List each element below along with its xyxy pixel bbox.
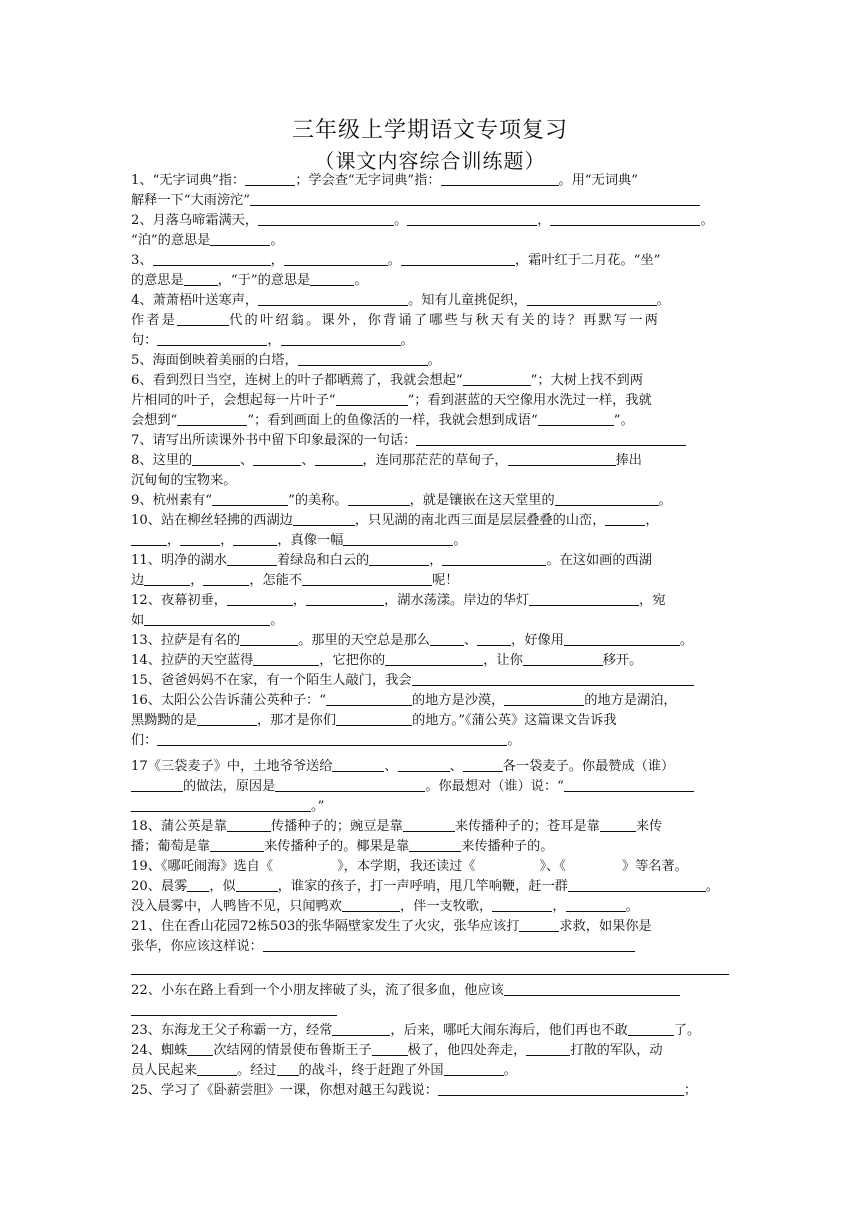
question-18-cont (131, 839, 731, 855)
q21-text-c: 张华，你应该这样说： (131, 939, 263, 954)
q3-text-a: 3、 (131, 253, 153, 268)
blank[interactable] (566, 899, 626, 912)
blank[interactable] (336, 713, 412, 726)
q22-text-a: 22、小东在路上看到一个小朋友摔破了头，流了很多血，他应该 (131, 983, 504, 998)
q6-text-e: 会想到“ (131, 413, 178, 428)
q3-text-b: ， (270, 253, 284, 268)
blank[interactable] (315, 453, 363, 466)
q10-text-c: ， (645, 513, 659, 528)
blank[interactable] (157, 733, 507, 746)
blank[interactable] (385, 653, 483, 666)
blank[interactable] (332, 1023, 390, 1036)
q17-text-g: 。” (311, 799, 325, 814)
blank[interactable] (430, 633, 464, 646)
q25-text-b: ； (683, 1083, 698, 1098)
blank[interactable] (298, 353, 428, 366)
q19-text-d: 》等名著。 (621, 859, 688, 874)
q3-text-c: 。 (387, 253, 401, 268)
q1-text-b: ；学会查“无字词典”指： (295, 173, 441, 188)
blank[interactable] (568, 879, 706, 892)
question-12 (131, 593, 731, 609)
blank[interactable] (275, 779, 425, 792)
q12-text-a: 12、夜幕初垂， (131, 593, 227, 608)
question-16 (131, 693, 731, 709)
blank[interactable] (153, 253, 271, 266)
blank[interactable] (628, 1023, 674, 1036)
q2-text-f: 。 (270, 233, 284, 248)
question-21-cont (131, 939, 731, 955)
blank[interactable] (302, 573, 432, 586)
blank[interactable] (212, 493, 288, 506)
blank[interactable] (277, 1063, 299, 1076)
question-21 (131, 919, 731, 935)
q5-text-a: 5、海面倒映着美丽的白塔， (131, 353, 298, 368)
blank[interactable] (372, 1043, 408, 1056)
question-16-cont (131, 713, 731, 729)
q11-text-a: 11、明净的湖水 (131, 553, 227, 568)
question-13 (131, 633, 731, 649)
blank[interactable] (236, 879, 278, 892)
blank[interactable] (144, 613, 270, 626)
q16-text-c: 的地方是湖泊， (584, 693, 677, 708)
q18-text-f: 来传播种子的。椰果是靠 (264, 839, 410, 854)
q2-text-d: 。 (700, 213, 714, 228)
q3-text-e: 的意思是 (131, 273, 184, 288)
blank[interactable] (227, 819, 271, 832)
question-17-cont (131, 779, 731, 795)
page-subtitle: （课文内容综合训练题） (314, 149, 546, 173)
blank[interactable] (550, 213, 700, 226)
blank[interactable] (538, 413, 614, 426)
q18-text-d: 来传 (635, 819, 663, 834)
question-20-cont (131, 899, 731, 915)
q4-text-c: 。 (656, 293, 670, 308)
blank[interactable] (504, 983, 680, 996)
blank[interactable] (180, 533, 220, 546)
blank[interactable] (284, 253, 388, 266)
q20-text-d: 。 (705, 879, 720, 894)
q4-text-h: 。 (400, 333, 414, 348)
q7-text-a: 7、请写出所读课外书中留下印象最深的一句话： (131, 433, 417, 448)
q19-text-c: 》、《 (539, 859, 566, 874)
q12-text-d: ，宛 (639, 593, 666, 608)
q6-text-b: ”；大树上找不到两 (530, 373, 643, 388)
blank[interactable] (197, 713, 257, 726)
blank[interactable] (250, 193, 700, 206)
q12-text-e: 如 (131, 613, 145, 628)
q20-text-c: ，谁家的孩子，打一声呼哨，甩几竿响鞭，赶一群 (277, 879, 568, 894)
q4-text-g: ， (267, 333, 281, 348)
q8-text-f: 沉甸甸的宝物来。 (131, 473, 237, 488)
question-11 (131, 553, 731, 569)
blank[interactable] (416, 433, 686, 446)
blank[interactable] (131, 533, 167, 546)
q12-text-c: ，湖水荡漾。岸边的华灯 (384, 593, 530, 608)
q13-text-a: 13、拉萨是有名的 (131, 633, 241, 648)
blank[interactable] (187, 1043, 213, 1056)
question-10-cont (131, 533, 731, 549)
question-3-cont (131, 273, 731, 289)
q20-text-f: ，伴一支牧歌， (400, 899, 493, 914)
blank[interactable] (131, 799, 311, 812)
blank[interactable] (227, 553, 277, 566)
q8-text-e: 捧出 (615, 453, 642, 468)
q14-text-c: ，让你 (483, 653, 523, 668)
q16-text-b: 的地方是沙漠， (411, 693, 505, 708)
q11-text-e: 边 (131, 573, 145, 588)
blank[interactable] (157, 333, 267, 346)
blank[interactable] (184, 273, 218, 286)
q17-text-f: 。你最想对（谁）说：“ (425, 779, 564, 794)
blank[interactable] (442, 553, 546, 566)
q9-text-b: ”的美称。 (288, 493, 348, 508)
q2-text-a: 2、月落乌啼霜满天， (131, 213, 259, 228)
question-2 (131, 213, 731, 229)
blank[interactable] (401, 253, 515, 266)
q12-text-b: ， (292, 593, 307, 608)
q10-text-e: ， (220, 533, 234, 548)
q13-text-e: 。 (679, 633, 694, 648)
q24-text-e: 员人民起来 (131, 1063, 197, 1078)
question-11-cont (131, 573, 731, 589)
q16-text-d: 黑黝黝的是 (131, 713, 197, 728)
blank[interactable] (526, 1043, 570, 1056)
question-18 (131, 819, 731, 835)
q11-text-c: ， (429, 553, 443, 568)
q10-text-a: 10、站在柳丝轻拂的西湖边 (131, 513, 293, 528)
q17-text-c: 、 (449, 759, 463, 774)
blank[interactable] (197, 1063, 237, 1076)
q10-text-f: ，真像一幅 (277, 533, 344, 548)
blank[interactable] (144, 573, 190, 586)
q20-text-h: 。 (625, 899, 639, 914)
blank[interactable] (258, 213, 394, 226)
question-6-cont2 (131, 413, 731, 429)
q6-text-a: 6、看到烈日当空，连树上的叶子都晒蔫了，我就会想起“ (131, 373, 463, 388)
q17-text-e: 的做法，原因是 (183, 779, 276, 794)
q15-text-a: 15、爸爸妈妈不在家，有一个陌生人敲门，我会 (131, 673, 412, 688)
q11-text-d: 。在这如画的西湖 (546, 553, 652, 568)
blank[interactable] (527, 293, 657, 306)
q6-text-f: ”；看到画面上的鱼像活的一样，我就会想到成语“ (247, 413, 538, 428)
q1-text-c: 。用“无词典” (558, 173, 638, 188)
question-6 (131, 373, 731, 389)
q23-text-b: ，后来，哪吒大闹东海后，他们再也不敢 (390, 1023, 628, 1038)
blank[interactable] (369, 553, 429, 566)
q2-text-e: “泊”的意思是 (131, 233, 211, 248)
blank[interactable] (240, 633, 298, 646)
blank[interactable] (564, 779, 694, 792)
q2-text-c: ， (537, 213, 551, 228)
blank[interactable] (306, 593, 384, 606)
blank[interactable] (203, 573, 249, 586)
q23-text-a: 23、东海龙王父子称霸一方，经常 (131, 1023, 333, 1038)
q16-text-e: ，那才是你们 (256, 713, 337, 728)
question-2-cont (131, 233, 731, 249)
blank[interactable] (477, 633, 511, 646)
q14-text-d: 移开。 (602, 653, 643, 668)
q14-text-a: 14、拉萨的天空蓝得 (131, 653, 254, 668)
blank[interactable] (523, 653, 603, 666)
q12-text-f: 。 (270, 613, 284, 628)
q1-text-d: 解释一下“大雨滂沱” (131, 193, 250, 208)
question-7 (131, 433, 731, 449)
question-10 (131, 513, 731, 529)
q18-text-g: 来传播种子的。 (461, 839, 554, 854)
q9-text-d: 。 (658, 493, 672, 508)
q25-text-a: 25、学习了《卧薪尝胆》一课，你想对越王勾践说： (131, 1083, 438, 1098)
blank[interactable] (210, 839, 264, 852)
question-4-cont2 (131, 333, 731, 349)
blank[interactable] (492, 899, 552, 912)
blank[interactable] (293, 513, 355, 526)
blank[interactable] (253, 453, 301, 466)
question-4-cont (131, 313, 731, 329)
question-20 (131, 879, 731, 895)
question-1 (131, 173, 731, 189)
blank[interactable] (192, 453, 240, 466)
q21-text-b: 求救，如果你是 (559, 919, 652, 934)
q3-text-g: 。 (354, 273, 368, 288)
q20-text-a: 20、晨雾 (131, 879, 188, 894)
q16-text-a: 16、太阳公公告诉蒲公英种子：“ (131, 693, 326, 708)
question-1-cont (131, 193, 731, 209)
question-24-cont (131, 1063, 731, 1079)
question-25 (131, 1083, 731, 1099)
blank[interactable] (412, 673, 694, 686)
q8-text-a: 8、这里的 (131, 453, 193, 468)
blank[interactable] (281, 333, 401, 346)
q24-text-a: 24、蜘蛛 (131, 1043, 188, 1058)
q24-text-h: 。 (503, 1063, 517, 1078)
q10-text-d: ， (167, 533, 181, 548)
q9-text-c: ，就是镶嵌在这天堂里的 (409, 493, 555, 508)
q2-text-b: 。 (394, 213, 408, 228)
blank-line[interactable] (131, 973, 729, 975)
q18-text-a: 18、蒲公英是靠 (131, 819, 227, 834)
blank[interactable] (342, 899, 400, 912)
blank[interactable] (336, 393, 408, 406)
blank[interactable] (564, 633, 680, 646)
q11-text-f: ， (190, 573, 204, 588)
q17-text-d: 各一袋麦子。你最赞成（谁） (502, 759, 675, 774)
blank[interactable] (310, 273, 354, 286)
blank[interactable] (245, 173, 295, 186)
blank[interactable] (348, 493, 410, 506)
q8-text-b: 、 (240, 453, 254, 468)
q18-text-e: 播；葡萄是靠 (131, 839, 211, 854)
q24-text-d: 打散的军队，动 (570, 1043, 663, 1058)
blank[interactable] (519, 919, 559, 932)
q19-text-a: 19、《哪吒闹海》选自《 (131, 859, 274, 874)
q8-text-c: 、 (301, 453, 315, 468)
q8-text-d: ，连同那茫茫的草甸子， (362, 453, 508, 468)
q3-text-f: ，“于”的意思是 (217, 273, 311, 288)
question-12-cont (131, 613, 731, 629)
blank[interactable] (253, 653, 319, 666)
blank[interactable] (177, 313, 229, 326)
blank[interactable] (131, 779, 183, 792)
q13-text-c: 、 (463, 633, 478, 648)
blank[interactable] (258, 293, 408, 306)
blank[interactable] (444, 1063, 504, 1076)
question-5 (131, 353, 731, 369)
blank[interactable] (600, 819, 636, 832)
q23-text-c: 了。 (673, 1023, 701, 1038)
q4-text-e: 代的叶绍翁。课外，你背诵了哪些与秋天有关的诗？再默写一两 (229, 313, 661, 328)
question-23 (131, 1023, 731, 1039)
q18-text-b: 传播种子的；豌豆是靠 (270, 819, 403, 834)
blank[interactable] (508, 453, 616, 466)
q11-text-g: ，怎能不 (249, 573, 303, 588)
page-title: 三年级上学期语文专项复习 (291, 118, 568, 143)
q13-text-d: ，好像用 (511, 633, 564, 648)
blank[interactable] (463, 759, 503, 772)
q24-text-c: 极了，他四处奔走， (407, 1043, 527, 1058)
blank[interactable] (504, 693, 584, 706)
question-24 (131, 1043, 731, 1059)
q4-text-d: 作者是 (131, 313, 178, 328)
q10-text-g: 。 (453, 533, 467, 548)
q24-text-g: 的战斗，终于赶跑了外国 (298, 1063, 444, 1078)
q9-text-a: 9、杭州素有“ (131, 493, 213, 508)
q1-text-a: 1、“无字词典”指： (131, 173, 246, 188)
question-16-cont2 (131, 733, 731, 749)
q17-text-b: 、 (384, 759, 398, 774)
blank[interactable] (343, 533, 453, 546)
q16-text-f: 的地方。”《蒲公英》这篇课文告诉我 (412, 713, 617, 728)
q11-text-b: 着绿岛和白云的 (276, 553, 370, 568)
question-17-cont2 (131, 799, 731, 815)
q18-text-c: 来传播种子的；苍耳是靠 (454, 819, 600, 834)
question-8-cont (131, 473, 731, 489)
q17-text-a: 17《三袋麦子》中，土地爷爷送给 (131, 759, 333, 774)
q14-text-b: ，它把你的 (319, 653, 386, 668)
blank[interactable] (529, 593, 639, 606)
blank[interactable] (227, 593, 293, 606)
q24-text-f: 。经过 (236, 1063, 277, 1078)
q10-text-b: ，只见湖的南北西三面是层层叠叠的山峦， (354, 513, 606, 528)
question-17 (131, 759, 731, 775)
q13-text-b: 。那里的天空总是那么 (298, 633, 430, 648)
q19-text-b: 》，本学期，我还读过《 (337, 859, 476, 874)
q6-text-d: ”；看到湛蓝的天空像用水洗过一样，我就 (407, 393, 652, 408)
blank[interactable] (605, 513, 645, 526)
blank[interactable] (441, 173, 559, 186)
q4-text-f: 句： (131, 333, 158, 348)
question-6-cont (131, 393, 731, 409)
blank[interactable] (409, 839, 461, 852)
blank[interactable] (187, 879, 209, 892)
q5-text-b: 。 (427, 353, 441, 368)
q6-text-c: 片相同的叶子，会想起每一片叶子“ (131, 393, 336, 408)
q3-text-d: ，霜叶红于二月花。“坐” (514, 253, 661, 268)
question-15 (131, 673, 731, 689)
q20-text-e: 没入晨雾中，人鸭皆不见，只闻鸭欢 (131, 899, 342, 914)
q11-text-h: 呢！ (432, 573, 459, 588)
blank[interactable] (326, 693, 412, 706)
question-9 (131, 493, 731, 509)
q4-text-a: 4、萧萧梧叶送寒声， (131, 293, 259, 308)
q6-text-g: ”。 (613, 413, 634, 428)
question-8 (131, 453, 731, 469)
question-19 (131, 859, 731, 875)
blank[interactable] (398, 759, 450, 772)
question-4 (131, 293, 731, 309)
blank[interactable] (407, 213, 537, 226)
question-22 (131, 983, 731, 999)
q21-text-a: 21、住在香山花园72栋503的张华隔壁家发生了火灾，张华应该打 (131, 919, 520, 934)
q20-text-g: ， (552, 899, 566, 914)
blank[interactable] (332, 759, 384, 772)
blank[interactable] (177, 413, 247, 426)
question-14 (131, 653, 731, 669)
blank[interactable] (438, 1083, 684, 1096)
blank[interactable] (403, 819, 455, 832)
blank[interactable] (210, 233, 270, 246)
q20-text-b: ，似 (209, 879, 236, 894)
q16-text-h: 。 (507, 733, 521, 748)
blank[interactable] (233, 533, 277, 546)
q24-text-b: 次结网的情景使布鲁斯王子 (213, 1043, 372, 1058)
blank[interactable] (555, 493, 659, 506)
q16-text-g: 们： (131, 733, 158, 748)
blank[interactable] (263, 939, 635, 952)
blank-line[interactable] (131, 1014, 337, 1016)
q4-text-b: 。知有儿童挑促织， (408, 293, 527, 308)
question-3 (131, 253, 731, 269)
blank[interactable] (463, 373, 531, 386)
